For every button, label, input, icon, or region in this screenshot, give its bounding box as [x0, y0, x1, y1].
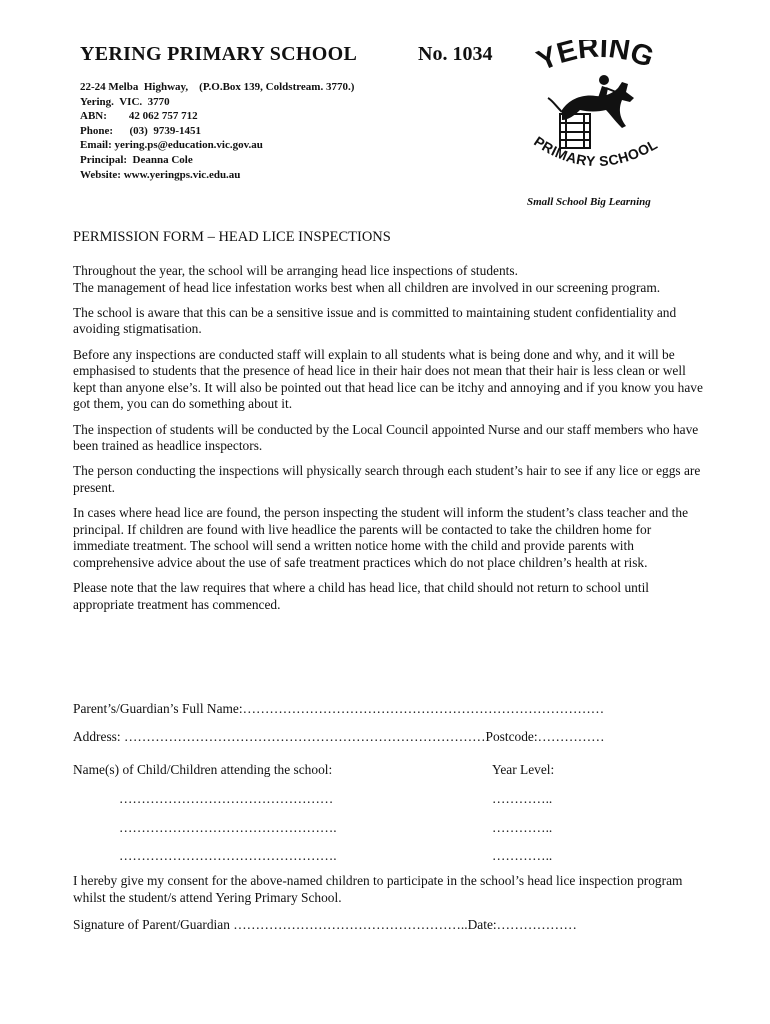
phone-line: Phone: (03) 9739-1451	[80, 124, 201, 137]
school-number: No. 1034	[418, 43, 493, 65]
svg-text:PRIMARY SCHOOL	[531, 133, 660, 169]
child-name-field[interactable]: …………………………………………	[119, 791, 334, 806]
svg-text:YERING	[532, 40, 657, 77]
child-name-field[interactable]: ………………………………………….	[119, 820, 337, 835]
logo-bottom-text: PRIMARY SCHOOL	[531, 132, 661, 170]
paragraph: Please note that the law requires that where a child has head lice, that child should not return to school until appropriate treatment has commenced.	[73, 580, 650, 612]
school-contact-details	[80, 80, 354, 182]
year-level-field[interactable]: …………..	[492, 820, 553, 835]
form-title: PERMISSION FORM – HEAD LICE INSPECTIONS	[73, 229, 391, 245]
parent-name-field[interactable]: Parent’s/Guardian’s Full Name:………………………………………………………………………	[73, 701, 605, 716]
children-names-label: Name(s) of Child/Children attending the school:	[73, 762, 333, 777]
paragraph: Throughout the year, the school will be arranging head lice inspections of students. The management of head lice infestation works best when all children are involved in our screening program.	[73, 263, 661, 295]
consent-statement: I hereby give my consent for the above-named children to participate in the school’s head lice inspection program whilst the student/s attend Yering Primary School.	[73, 873, 683, 905]
principal-line: Principal: Deanna Cole	[80, 153, 193, 166]
year-level-label: Year Level:	[492, 762, 555, 777]
paragraph: Before any inspections are conducted staff will explain to all students what is being done and why, and it will be emphasised to students that the presence of head lice in their hair does not mean that their hair is less clean or well kept than anyone else’s. It will also be pointed out that head lice can be itchy and annoying and if you know you have got them, you can do something about it.	[73, 346, 703, 412]
signature-date-field[interactable]: Signature of Parent/Guardian ……………………………………………..Date:………………	[73, 917, 577, 932]
school-name: YERING PRIMARY SCHOOL	[80, 43, 358, 65]
paragraph: The school is aware that this can be a sensitive issue and is committed to maintaining student confidentiality and avoiding stigmatisation.	[73, 304, 677, 337]
year-level-field[interactable]: …………..	[492, 791, 553, 806]
child-name-field[interactable]: ………………………………………….	[119, 848, 337, 863]
year-level-field[interactable]: …………..	[492, 848, 553, 863]
school-tagline: Small School Big Learning	[527, 196, 651, 208]
horse-rider-jumping-fence-icon	[522, 40, 670, 180]
form-body-text	[73, 263, 705, 622]
logo-top-text: YERING	[532, 40, 658, 78]
address-line: Yering. VIC. 3770	[80, 95, 170, 108]
abn-line: ABN: 42 062 757 712	[80, 110, 198, 123]
paragraph: The inspection of students will be conducted by the Local Council appointed Nurse and our staff members who have been trained as headlice inspectors.	[73, 421, 699, 454]
email-line: Email: yering.ps@education.vic.gov.au	[80, 139, 263, 152]
paragraph: The person conducting the inspections will physically search through each student’s hair to see if any lice or eggs are present.	[73, 463, 701, 495]
website-line: Website: www.yeringps.vic.edu.au	[80, 168, 241, 181]
address-line: 22-24 Melba Highway, (P.O.Box 139, Coldstream. 3770.)	[80, 81, 355, 93]
school-logo	[522, 40, 670, 180]
address-field[interactable]: Address: ………………………………………………………………………Postcode:……………	[73, 729, 605, 744]
paragraph: In cases where head lice are found, the person inspecting the student will inform the student’s class teacher and the principal. If children are found with live headlice the parents will be contacted to take the children home for immediate treatment. The school will send a written notice home with the child and provide parents with comprehensive advice about the use of safe treatment practices which do not place children’s health at risk.	[73, 505, 689, 570]
